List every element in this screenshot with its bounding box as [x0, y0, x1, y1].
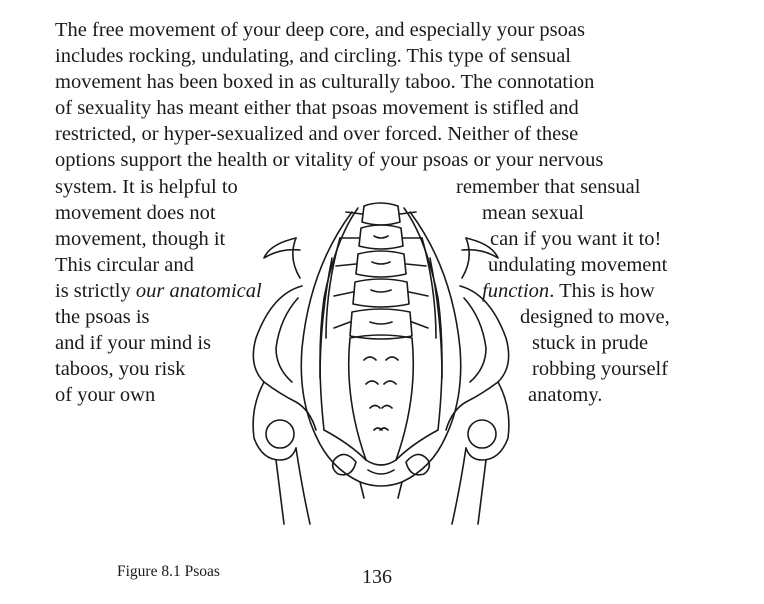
paragraph-line-4: of sexuality has meant either that psoas movement is stifled and	[55, 97, 579, 119]
right-line-3: can if you want it to!	[490, 228, 662, 250]
right-line-7: stuck in prude	[532, 332, 649, 354]
right-line-2: mean sexual	[482, 202, 584, 224]
left-line-8: taboos, you risk	[55, 358, 186, 380]
right-line-8: robbing yourself	[532, 358, 669, 380]
paragraph-line-5: restricted, or hyper-sexualized and over forced. Neither of these	[55, 123, 579, 145]
paragraph-line-1: The free movement of your deep core, and especially your psoas	[55, 19, 585, 41]
page-number: 136	[362, 566, 392, 588]
left-line-9: of your own	[55, 384, 156, 406]
left-line-6: the psoas is	[55, 306, 150, 328]
right-line-4: undulating movement	[488, 254, 668, 276]
left-line-7: and if your mind is	[55, 332, 212, 354]
right-line-1: remember that sensual	[456, 176, 641, 198]
right-line-5-text: . This is how	[549, 280, 655, 302]
left-line-2: movement does not	[55, 202, 216, 224]
femurs	[253, 382, 509, 524]
left-line-5	[55, 278, 262, 304]
left-line-3: movement, though it	[55, 228, 226, 250]
paragraph-line-2: includes rocking, undulating, and circling. This type of sensual	[55, 45, 572, 67]
psoas-muscles	[301, 208, 460, 436]
figure-caption: Figure 8.1 Psoas	[117, 563, 220, 580]
italic-our-anatomical: our anatomical	[135, 280, 262, 302]
italic-function: function	[482, 280, 550, 302]
left-line-1: system. It is helpful to	[55, 176, 238, 198]
psoas-pelvis-illustration	[240, 198, 530, 528]
paragraph-line-6: options support the health or vitality of your psoas or your nervous	[55, 149, 604, 171]
right-line-9: anatomy.	[528, 384, 603, 406]
paragraph-line-3: movement has been boxed in as culturally taboo. The connotation	[55, 71, 595, 93]
left-line-5-text: is strictly	[55, 280, 136, 302]
right-line-6: designed to move,	[520, 306, 670, 328]
left-line-4: This circular and	[55, 254, 194, 276]
